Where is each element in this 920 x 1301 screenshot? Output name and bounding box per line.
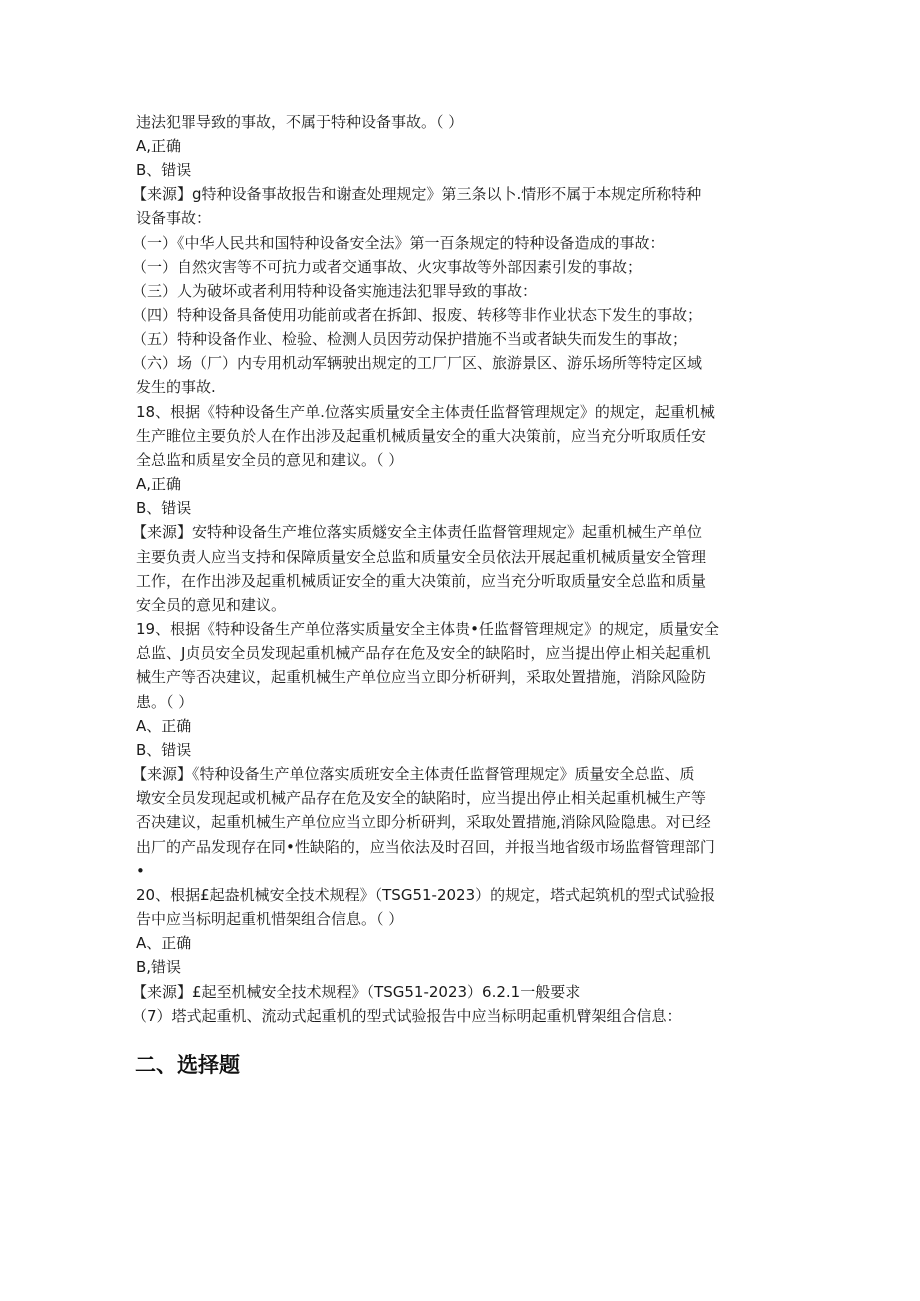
text-line: 全总监和质星安全员的意见和建议。（ ）: [136, 451, 404, 469]
text-line: 总监、J贞员安全员发现起重机械产品存在危及安全的缺陷时，应当提出停止相关起重机: [136, 644, 711, 662]
text-line: 出厂的产品发现存在同•性缺陷的，应当依法及时召回，并报当地省级市场监督管理部门: [136, 838, 715, 856]
option-a: A、正确: [136, 934, 192, 952]
option-b: B、错误: [136, 741, 192, 759]
text-line: 工作，在作出涉及起重机械质证安全的重大决策前，应当充分听取质量安全总监和质量: [136, 572, 707, 590]
text-line: 患。（ ）: [136, 693, 194, 711]
text-line: 安全员的意见和建议。: [136, 596, 287, 614]
source-note: 【来源】£起至机械安全技术规程》（TSG51-2023）6.2.1一般要求: [132, 983, 581, 1001]
text-line: 生产睢位主要负於人在作出涉及起重机械质量安全的重大决策前，应当充分听取质任安: [136, 427, 707, 445]
option-a: A、正确: [136, 717, 192, 735]
source-note: 【来源】《特种设备生产单位落实质班安全主体责任监督管理规定》质量安全总监、质: [132, 765, 695, 783]
list-item: （五）特种设备作业、检验、检测人员因劳动保护措施不当或者缺失而发生的事故；: [132, 330, 688, 348]
option-b: B、错误: [136, 499, 192, 517]
source-note: 【来源】安特种设备生产堆位落实质燧安全主体责任监督管理规定》起重机械生产单位: [132, 523, 703, 541]
option-b: B,错误: [136, 958, 182, 976]
question-18: 18、根据《特种设备生产单.位落实质量安全主体责任监督管理规定》的规定，起重机械: [136, 403, 715, 421]
list-item: （三）人为破坏或者利用特种设备实施违法犯罪导致的事故：: [132, 282, 538, 300]
text-line: 械生产等否决建议，起重机械生产单位应当立即分析研判，采取处置措施，消除风险防: [136, 668, 707, 686]
question-19: 19、根据《特种设备生产单位落实质量安全主体贵•任监督管理规定》的规定，质量安全: [136, 620, 719, 638]
text-line: 设备事故：: [136, 209, 212, 227]
text-line: 告中应当标明起重机惜架组合信息。（ ）: [136, 910, 404, 928]
text-line: 否决建议，起重机械生产单位应当立即分析研判，采取处置措施,消除风险隐患。对已经: [136, 813, 711, 831]
text-line: 主要负责人应当支持和保障质量安全总监和质量安全员依法开展起重机械质量安全管理: [136, 548, 707, 566]
option-a: A,正确: [136, 475, 182, 493]
section-heading: 二、选择题: [135, 1053, 240, 1077]
source-note: 【来源】g特种设备事故报告和谢查处理规定》第三条以卜.情形不属于本规定所称特种: [132, 185, 702, 203]
question-20: 20、根据£起盎机械安全技术规程》（TSG51-2023）的规定，塔式起筑机的型式试验报: [136, 886, 716, 904]
list-item: （六）场（厂）内专用机动军辆驶出规定的工厂厂区、旅游景区、游乐场所等特定区域: [132, 354, 703, 372]
text-line: 违法犯罪导致的事故，不属于特种设备事故。（ ）: [136, 113, 464, 131]
list-item: （一）自然灾害等不可抗力或者交通事故、火灾事故等外部因素引发的事故；: [132, 258, 643, 276]
list-item: （四）特种设备具备使用功能前或者在拆卸、报废、转移等非作业状态下发生的事故；: [132, 306, 703, 324]
text-line: 发生的事故.: [136, 378, 216, 396]
text-line: 墩安全员发现起或机械产品存在危及安全的缺陷时，应当提出停止相关起重机械生产等: [136, 789, 707, 807]
text-line: •: [136, 862, 145, 880]
text-line: （7）塔式起重机、流动式起重机的型式试验报告中应当标明起重机臂架组合信息：: [132, 1007, 682, 1025]
option-a: A,正确: [136, 137, 182, 155]
option-b: B、错误: [136, 161, 192, 179]
list-item: （一）《中华人民共和国特种设备安全法》第一百条规定的特种设备造成的事故：: [132, 234, 665, 252]
